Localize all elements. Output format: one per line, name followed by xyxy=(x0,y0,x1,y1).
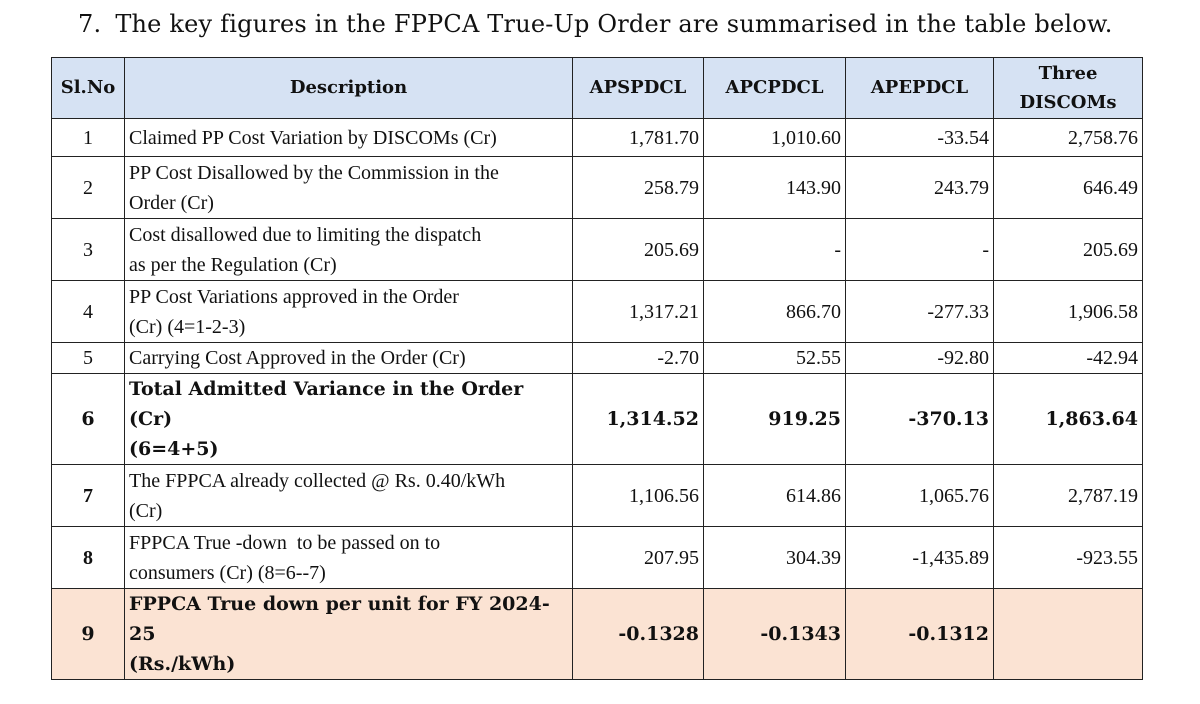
table-row xyxy=(52,465,1143,527)
cell-apepdcl: 1,065.76 xyxy=(846,465,994,527)
description-line1: PP Cost Disallowed by the Commission in the xyxy=(129,161,499,184)
description-line1: FPPCA True -down to be passed on to xyxy=(129,531,441,554)
cell-slno: 3 xyxy=(52,219,125,281)
header-three-line2: DISCOMs xyxy=(1019,92,1117,113)
table-row xyxy=(52,589,1143,680)
description-line1: Claimed PP Cost Variation by DISCOMs (Cr) xyxy=(129,126,497,149)
paragraph-text: The key figures in the FPPCA True-Up Order are summarised in the table below. xyxy=(115,10,1113,38)
cell-apepdcl: -277.33 xyxy=(846,281,994,343)
cell-apcpdcl: 866.70 xyxy=(704,281,846,343)
cell-apspdcl: 258.79 xyxy=(573,157,704,219)
cell-apspdcl: 205.69 xyxy=(573,219,704,281)
cell-description xyxy=(125,527,573,589)
cell-apcpdcl: 52.55 xyxy=(704,343,846,374)
cell-apspdcl: 1,314.52 xyxy=(573,374,704,465)
header-description: Description xyxy=(125,58,573,119)
cell-apepdcl: - xyxy=(846,219,994,281)
description-line2: consumers (Cr) (8=6--7) xyxy=(129,561,326,584)
header-slno: Sl.No xyxy=(52,58,125,119)
table-row xyxy=(52,527,1143,589)
cell-slno: 5 xyxy=(52,343,125,374)
cell-apspdcl: 1,781.70 xyxy=(573,119,704,157)
cell-description xyxy=(125,465,573,527)
cell-apspdcl: 1,317.21 xyxy=(573,281,704,343)
header-apepdcl: APEPDCL xyxy=(846,58,994,119)
cell-slno: 4 xyxy=(52,281,125,343)
cell-three-discoms: 1,906.58 xyxy=(994,281,1143,343)
cell-description xyxy=(125,119,573,157)
cell-slno: 9 xyxy=(52,589,125,680)
cell-slno: 6 xyxy=(52,374,125,465)
table-row xyxy=(52,374,1143,465)
table-row xyxy=(52,157,1143,219)
description-line1: The FPPCA already collected @ Rs. 0.40/kWh xyxy=(129,469,506,492)
description-line2: (Cr) xyxy=(129,499,163,522)
cell-apepdcl: -370.13 xyxy=(846,374,994,465)
cell-apepdcl: -92.80 xyxy=(846,343,994,374)
table-row xyxy=(52,219,1143,281)
cell-apcpdcl: 919.25 xyxy=(704,374,846,465)
cell-three-discoms xyxy=(994,589,1143,680)
cell-three-discoms: 646.49 xyxy=(994,157,1143,219)
description-line2: (Cr) (4=1-2-3) xyxy=(129,315,246,338)
cell-apepdcl: -0.1312 xyxy=(846,589,994,680)
cell-slno: 1 xyxy=(52,119,125,157)
cell-apspdcl: 1,106.56 xyxy=(573,465,704,527)
cell-apcpdcl: -0.1343 xyxy=(704,589,846,680)
cell-apepdcl: 243.79 xyxy=(846,157,994,219)
cell-three-discoms: -923.55 xyxy=(994,527,1143,589)
cell-apcpdcl: 614.86 xyxy=(704,465,846,527)
cell-apspdcl: -2.70 xyxy=(573,343,704,374)
description-line1: Total Admitted Variance in the Order (Cr) xyxy=(129,378,524,430)
cell-apcpdcl: 1,010.60 xyxy=(704,119,846,157)
header-row xyxy=(52,58,1143,119)
cell-description xyxy=(125,219,573,281)
intro-paragraph xyxy=(78,10,1113,38)
description-line2: (6=4+5) xyxy=(129,438,219,460)
header-apspdcl: APSPDCL xyxy=(573,58,704,119)
description-line1: Carrying Cost Approved in the Order (Cr) xyxy=(129,347,466,369)
cell-three-discoms: -42.94 xyxy=(994,343,1143,374)
key-figures-table xyxy=(51,57,1143,680)
header-three-line1: Three xyxy=(1038,63,1098,84)
table-header xyxy=(52,58,1143,119)
cell-three-discoms: 1,863.64 xyxy=(994,374,1143,465)
cell-description xyxy=(125,374,573,465)
cell-slno: 8 xyxy=(52,527,125,589)
cell-apepdcl: -1,435.89 xyxy=(846,527,994,589)
description-line1: FPPCA True down per unit for FY 2024-25 xyxy=(129,593,550,645)
cell-description xyxy=(125,589,573,680)
cell-slno: 7 xyxy=(52,465,125,527)
cell-three-discoms: 205.69 xyxy=(994,219,1143,281)
cell-apcpdcl: 304.39 xyxy=(704,527,846,589)
cell-slno: 2 xyxy=(52,157,125,219)
cell-apcpdcl: 143.90 xyxy=(704,157,846,219)
cell-apspdcl: -0.1328 xyxy=(573,589,704,680)
description-line1: Cost disallowed due to limiting the dispatch xyxy=(129,223,482,246)
table-row xyxy=(52,281,1143,343)
cell-apcpdcl: - xyxy=(704,219,846,281)
table-body xyxy=(52,119,1143,680)
cell-description xyxy=(125,157,573,219)
description-line1: PP Cost Variations approved in the Order xyxy=(129,285,459,308)
description-line2: as per the Regulation (Cr) xyxy=(129,253,337,276)
cell-description xyxy=(125,281,573,343)
cell-apspdcl: 207.95 xyxy=(573,527,704,589)
table-row xyxy=(52,343,1143,374)
description-line2: Order (Cr) xyxy=(129,191,214,214)
cell-description xyxy=(125,343,573,374)
cell-apepdcl: -33.54 xyxy=(846,119,994,157)
header-three-discoms xyxy=(994,58,1143,119)
cell-three-discoms: 2,758.76 xyxy=(994,119,1143,157)
table-row xyxy=(52,119,1143,157)
cell-three-discoms: 2,787.19 xyxy=(994,465,1143,527)
description-line2: (Rs./kWh) xyxy=(129,653,236,675)
header-apcpdcl: APCPDCL xyxy=(704,58,846,119)
paragraph-number: 7. xyxy=(78,10,102,38)
